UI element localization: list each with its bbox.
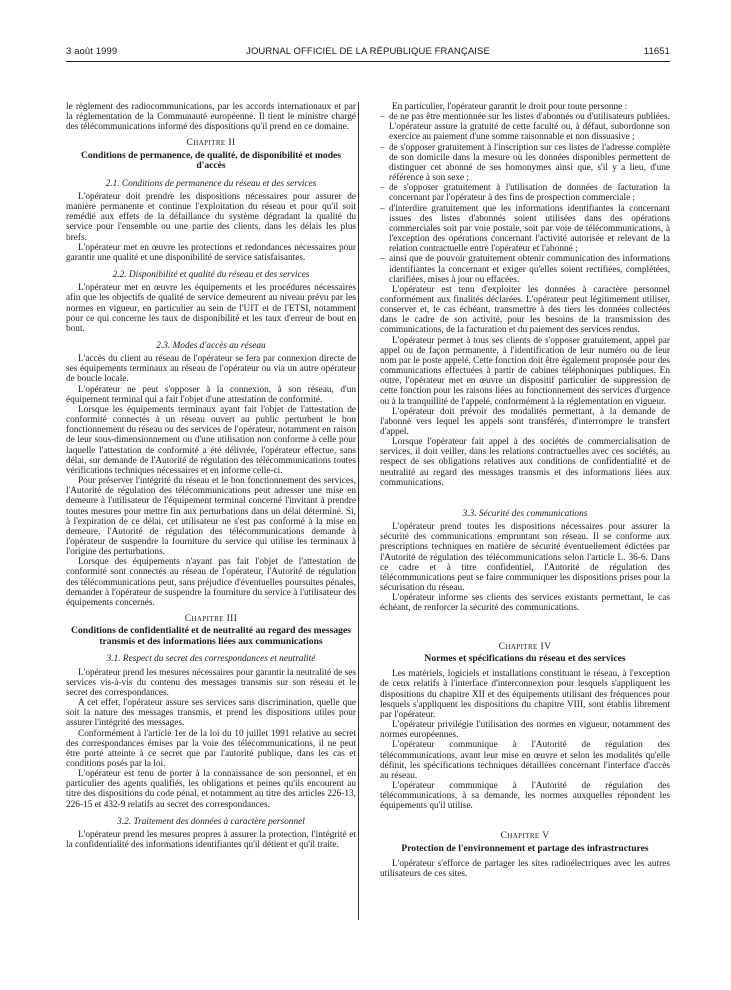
paragraph: A cet effet, l'opérateur assure ses services sans discrimination, quelle que soit la nature des messages transmis, et prend les dispositions utiles pour assurer l'intégrité des messages. — [66, 698, 356, 729]
section-3-2-heading: 3.2. Traitement des données à caractère personnel — [117, 816, 305, 827]
paragraph: L'opérateur communique à l'Autorité de régulation des télécommunications, à sa demande, les normes auxquelles répondent les équipements qu'il utilise. — [380, 780, 670, 812]
paragraph: Lorsque des équipements n'ayant pas fait l'objet de l'attestation de conformité sont connectés au réseau de l'opérateur, l'Autorité de régulation des télécommunications peut, sans préjudice d'éventuelles poursuites pénales, demander à l'opérateur de suspendre la fourniture du service à l'utilisateur des équipements concernés. — [66, 557, 356, 608]
issue-date: 3 août 1999 — [66, 46, 118, 57]
section-2-3-heading: 2.3. Modes d'accès au réseau — [156, 341, 266, 351]
page-number: 11651 — [643, 46, 670, 57]
list-item: – ainsi que de pouvoir gratuitement obtenir communication des informations identifiantes la concernant et exiger qu'elles soient rectifiées, complétées, clarifiées, mises à jour ou effacées. — [380, 254, 670, 284]
paragraph: Conformément à l'article 1er de la loi du 10 juillet 1991 relative au secret des correspondances émises par la voie des télécommunications, il ne peut être porté atteinte à ce secret que par l'autorité publique, dans les cas et conditions posés par la loi. — [66, 728, 356, 769]
chapter-3-title: Conditions de confidentialité et de neutralité au regard des messages transmis et des informations liées aux communications — [71, 625, 351, 647]
paragraph: L'opérateur privilégie l'utilisation des normes en vigueur, notamment des normes européennes. — [380, 720, 670, 741]
paragraph: L'opérateur doit prévoir des modalités permettant, à la demande de l'abonné vers lequel les appels sont transférés, d'interrompre le transfert d'appel. — [380, 406, 670, 437]
paragraph: L'opérateur communique à l'Autorité de régulation des télécommunications, avant leur mise en œuvre et selon les modalités qu'elle définit, les spécifications techniques détaillées concernant l'interface d'accès au réseau. — [380, 740, 670, 781]
paragraph: L'opérateur prend les mesures propres à assurer la protection, l'intégrité et la confidentialité des informations identifiantes qu'il détient et qu'il traite. — [66, 829, 356, 851]
chapter-4-title: Normes et spécifications du réseau et des services — [424, 652, 626, 664]
list-item: – d'interdire gratuitement que les informations identifiantes la concernant issues des listes d'abonnés soient utilisées dans des opérations commerciales soit par voie postale, soit par voie de télécommunications, à l'exception des opérations concernant l'activité autorisée et relevant de la relation contractuelle entre l'opérateur et l'abonné ; — [380, 204, 670, 255]
chapter-4-label: Chapitre IV — [498, 641, 552, 652]
paragraph: L'opérateur doit prendre les dispositions nécessaires pour assurer de manière permanente et continue l'exploitation du réseau et pour qu'il soit remédié aux effets de la défaillance du système dégradant la qualité du service pour l'ensemble ou une partie des clients, dans les délais les plus brefs. — [66, 191, 356, 243]
paragraph: L'opérateur informe ses clients des services existants permettant, le cas échéant, de renforcer la sécurité des communications. — [380, 593, 670, 614]
list-item: – de s'opposer gratuitement à l'utilisation de données de facturation la concernant par l'opérateur à des fins de prospection commerciale ; — [380, 183, 670, 203]
intro-paragraph: le règlement des radiocommunications, par les accords internationaux et par la réglementation de la Communauté européenne. Il tient le ministre chargé des télécommunications informé des dispositions qu'il prend en ce domaine. — [66, 102, 356, 133]
paragraph: Les matériels, logiciels et installations constituant le réseau, à l'exception de ceux relatifs à l'interface d'interconnexion pour lesquels s'appliquent les dispositions du chapitre XII et des équipements utilisant des fréquences pour lesquels s'appliquent les dispositions du chapitre VIII, sont établis librement par l'opérateur. — [380, 669, 670, 720]
chapter-3-label: Chapitre III — [184, 614, 238, 625]
paragraph: L'accès du client au réseau de l'opérateur se fera par connexion directe de ses équipements terminaux au réseau de l'opérateur ou via un autre opérateur de boucle locale. — [66, 354, 356, 385]
paragraph: L'opérateur prend toutes les dispositions nécessaires pour assurer la sécurité des communications empruntant son réseau. Il se conforme aux prescriptions techniques en matière de sécurité éventuellement édictées par l'Autorité de régulation des télécommunications selon l'article L. 36-6. Dans ce cadre et à titre confidentiel, l'Autorité de régulation des télécommunications peut se faire communiquer les dispositions prises pour la sécurisation du réseau. — [380, 522, 670, 594]
right-column — [380, 102, 670, 880]
paragraph: Lorsque les équipements terminaux ayant fait l'objet de l'attestation de conformité connectés à un réseau ouvert au public perturbent le bon fonctionnement du réseau ou des services de l'opérateur, notamment en raison de leur sous-dimensionnement ou d'une utilisation non conforme à celle pour laquelle l'attestation de conformité a été délivrée, l'opérateur effectue, sans délai, sur demande de l'Autorité de régulation des télécommunications toutes vérifications techniques nécessaires et en informe celle-ci. — [66, 404, 356, 476]
list-item: – de ne pas être mentionnée sur les listes d'abonnés ou d'utilisateurs publiées. L'opérateur assure la gratuité de cette faculté ou, à défaut, subordonne son exercice au paiement d'une somme raisonnable et non dissuasive ; — [380, 112, 670, 142]
paragraph: L'opérateur est tenu d'exploiter les données à caractère personnel conformément aux finalités déclarées. L'opérateur peut légitimement utiliser, conserver et, le cas échéant, transmettre à des tiers les données collectées dans le cadre de son activité, pour les besoins de la transmission des communications, de la facturation et du paiement des services rendus. — [380, 284, 670, 336]
chapter-5-label: Chapitre V — [500, 831, 550, 842]
page-header — [66, 46, 670, 60]
paragraph: En particulier, l'opérateur garantit le droit pour toute personne : — [392, 102, 628, 112]
section-3-3-heading: 3.3. Sécurité des communications — [462, 508, 588, 519]
header-rule — [66, 61, 670, 62]
paragraph: L'opérateur s'efforce de partager les sites radioélectriques avec les autres utilisateurs de ces sites. — [380, 859, 670, 880]
paragraph: Pour préserver l'intégrité du réseau et le bon fonctionnement des services, l'Autorité de régulation des télécommunications peut adresser une mise en demeure à l'utilisateur de l'équipement terminal concerné l'invitant à prendre toutes mesures pour mettre fin aux perturbations dans un délai déterminé. Si, à l'expiration de ce délai, cet utilisateur ne s'est pas conformé à la mise en demeure, l'Autorité de régulation des télécommunications demande à l'opérateur de suspendre la fourniture du service qui utilise les terminaux à l'origine des perturbations. — [66, 476, 356, 558]
section-2-1-heading: 2.1. Conditions de permanence du réseau et des services — [105, 178, 317, 189]
chapter-2-label: Chapitre II — [186, 138, 236, 149]
section-3-1-heading: 3.1. Respect du secret des correspondances et neutralité — [106, 654, 316, 665]
list-item: – de s'opposer gratuitement à l'inscription sur ces listes de l'adresse complète de son domicile dans la mesure où les données disponibles permettent de distinguer cet abonné de ses homonymes ainsi que, s'il y a lieu, d'une référence à son sexe ; — [380, 143, 670, 184]
chapter-2-title: Conditions de permanence, de qualité, de disponibilité et modes d'accès — [80, 149, 342, 172]
paragraph: L'opérateur est tenu de porter à la connaissance de son personnel, et en particulier des agents qualifiés, les obligations et peines qu'ils encourent au titre des dispositions du code pénal, et notamment au titre des articles 226-13, 226-15 et 432-9 relatifs au secret des correspondances. — [66, 769, 356, 810]
left-column — [66, 102, 356, 850]
paragraph: L'opérateur met en œuvre les équipements et les procédures nécessaires afin que les objectifs de qualité de service demeurent au niveau prévu par les normes en vigueur, en particulier au sein de l'UIT et de l'ETSI, notamment pour ce qui concerne les taux de disponibilité et les taux d'erreur de bout en bout. — [66, 283, 356, 334]
paragraph: L'opérateur permet à tous ses clients de s'opposer gratuitement, appel par appel ou de façon permanente, à l'identification de leur numéro ou de leur nom par le poste appelé. Cette fonction doit être également proposée pour des communications effectuées à partir de cabines téléphoniques publiques. En outre, l'opérateur met en œuvre un dispositif particulier de suppression de cette fonction pour les raisons liées au fonctionnement des services d'urgence ou à la tranquillité de l'appelé, conformément à la réglementation en vigueur. — [380, 335, 670, 407]
paragraph: L'opérateur met en œuvre les protections et redondances nécessaires pour garantir une qualité et une disponibilité de service satisfaisantes. — [66, 242, 356, 263]
section-2-2-heading: 2.2. Disponibilité et qualité du réseau et des services — [112, 270, 310, 281]
chapter-5-title: Protection de l'environnement et partage des infrastructures — [401, 842, 649, 854]
rights-list — [380, 112, 670, 285]
journal-title: JOURNAL OFFICIEL DE LA RÉPUBLIQUE FRANÇAISE — [246, 46, 490, 57]
paragraph: L'opérateur prend les mesures nécessaires pour garantir la neutralité de ses services vis-à-vis du contenu des messages transmis sur son réseau et le secret des correspondances. — [66, 667, 356, 698]
paragraph: Lorsque l'opérateur fait appel à des sociétés de commercialisation de services, il doit veiller, dans les relations contractuelles avec ces sociétés, au respect de ses obligations relatives aux conditions de confidentialité et de neutralité au regard des messages transmis et des informations liées aux communications. — [380, 437, 670, 488]
column-divider — [358, 102, 359, 920]
paragraph: L'opérateur ne peut s'opposer à la connexion, à son réseau, d'un équipement terminal qui a fait l'objet d'une attestation de conformité. — [66, 384, 356, 405]
